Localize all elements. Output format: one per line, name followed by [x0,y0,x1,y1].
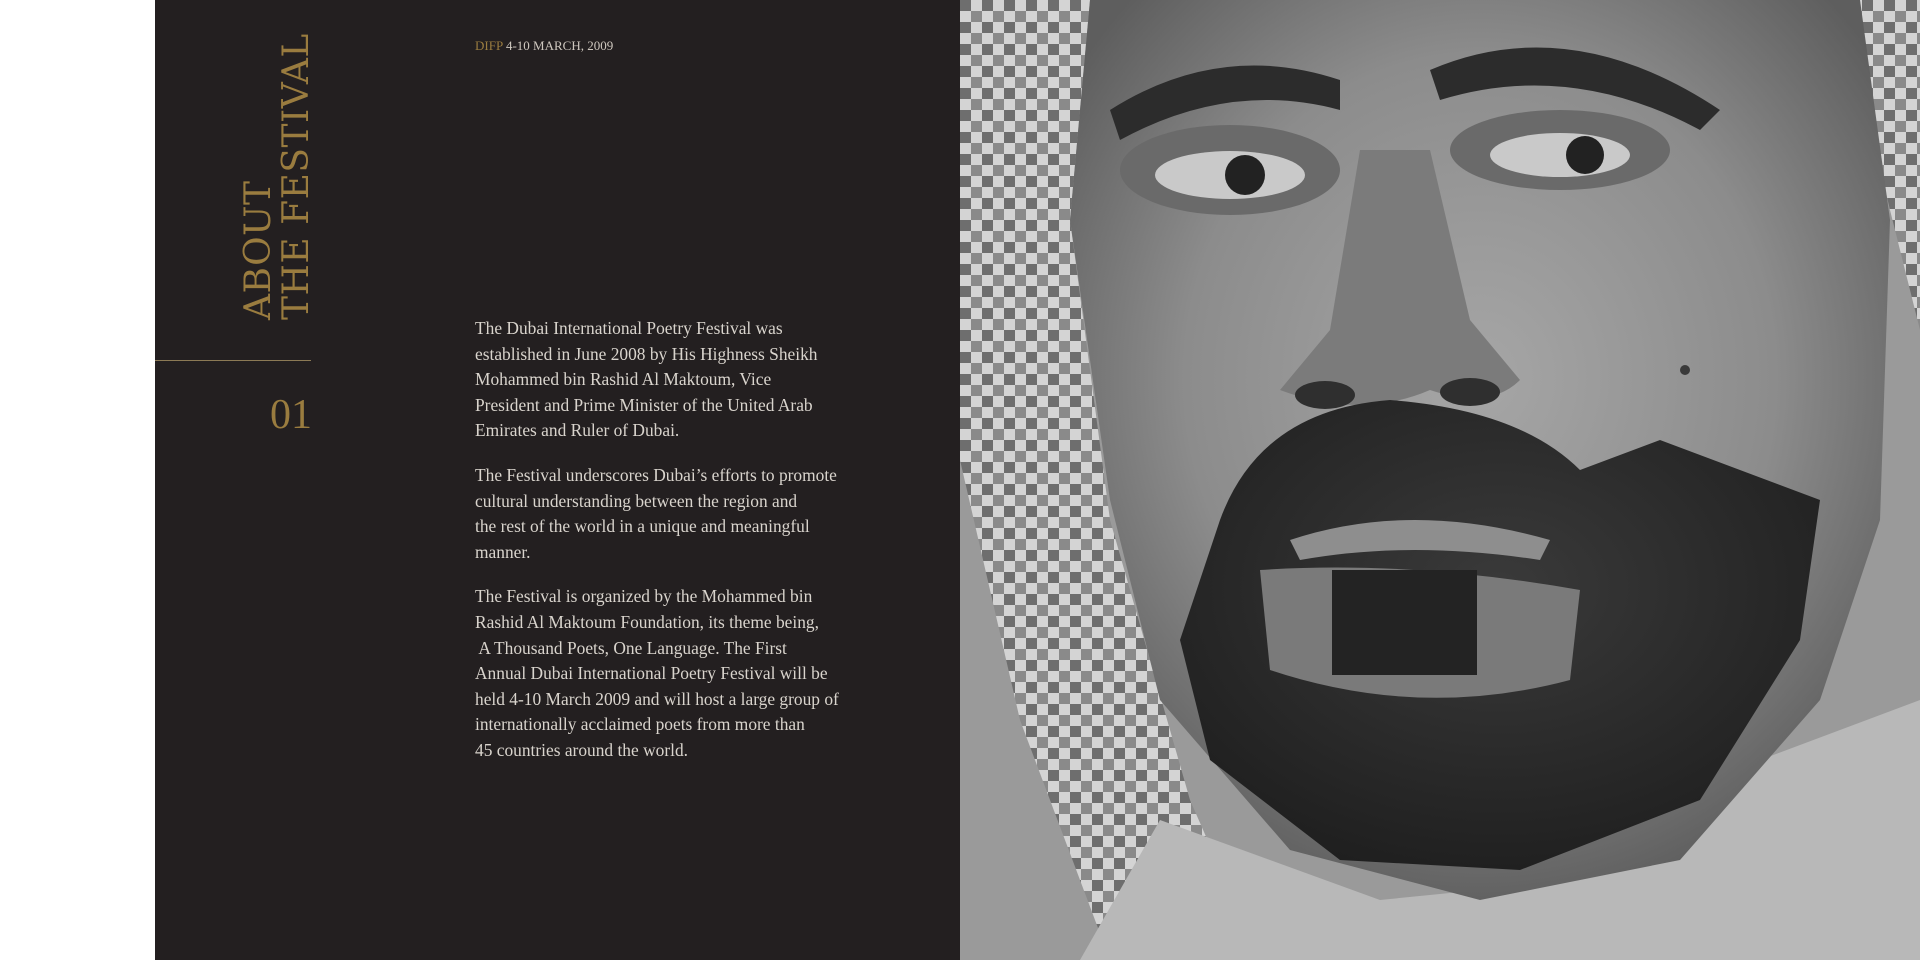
section-title [240,20,320,320]
paragraph-line: The Festival is organized by the Mohammed bin [475,586,813,607]
paragraph-2 [475,463,895,565]
body-text [475,316,895,783]
paragraph-line: Emirates and Ruler of Dubai. [475,420,680,441]
paragraph-line: The Festival underscores Dubai’s efforts to promote [475,464,837,485]
paragraph-line: President and Prime Minister of the United Arab [475,394,813,415]
paragraph-line: internationally acclaimed poets from more than [475,714,805,735]
title-divider [155,360,311,361]
paragraph-1 [475,316,895,444]
paragraph-line: established in June 2008 by His Highness Sheikh [475,343,818,364]
paragraph-line: cultural understanding between the region and [475,490,798,511]
paragraph-line: manner. [475,541,531,562]
portrait-photo [960,0,1920,960]
paragraph-line: held 4-10 March 2009 and will host a large group of [475,688,839,709]
section-title-line-2: THE FESTIVAL [276,33,317,320]
paragraph-line: The Dubai International Poetry Festival was [475,318,783,338]
paragraph-line: 45 countries around the world. [475,739,688,760]
paragraph-line: Mohammed bin Rashid Al Maktoum, Vice [475,369,772,390]
paragraph-line: Annual Dubai International Poetry Festival will be [475,663,828,684]
paragraph-line: A Thousand Poets, One Language. The First [475,637,787,658]
portrait-illustration [960,0,1920,960]
header-dates: 4-10 MARCH, 2009 [502,38,614,53]
paragraph-line: the rest of the world in a unique and meaningful [475,516,810,537]
paragraph-3 [475,584,895,763]
section-title-line-1: ABOUT [238,180,279,320]
paragraph-line: Rashid Al Maktoum Foundation, its theme being, [475,611,819,632]
section-number: 01 [270,392,312,438]
header-prefix: DIFP [475,38,503,53]
page-header [475,38,613,54]
